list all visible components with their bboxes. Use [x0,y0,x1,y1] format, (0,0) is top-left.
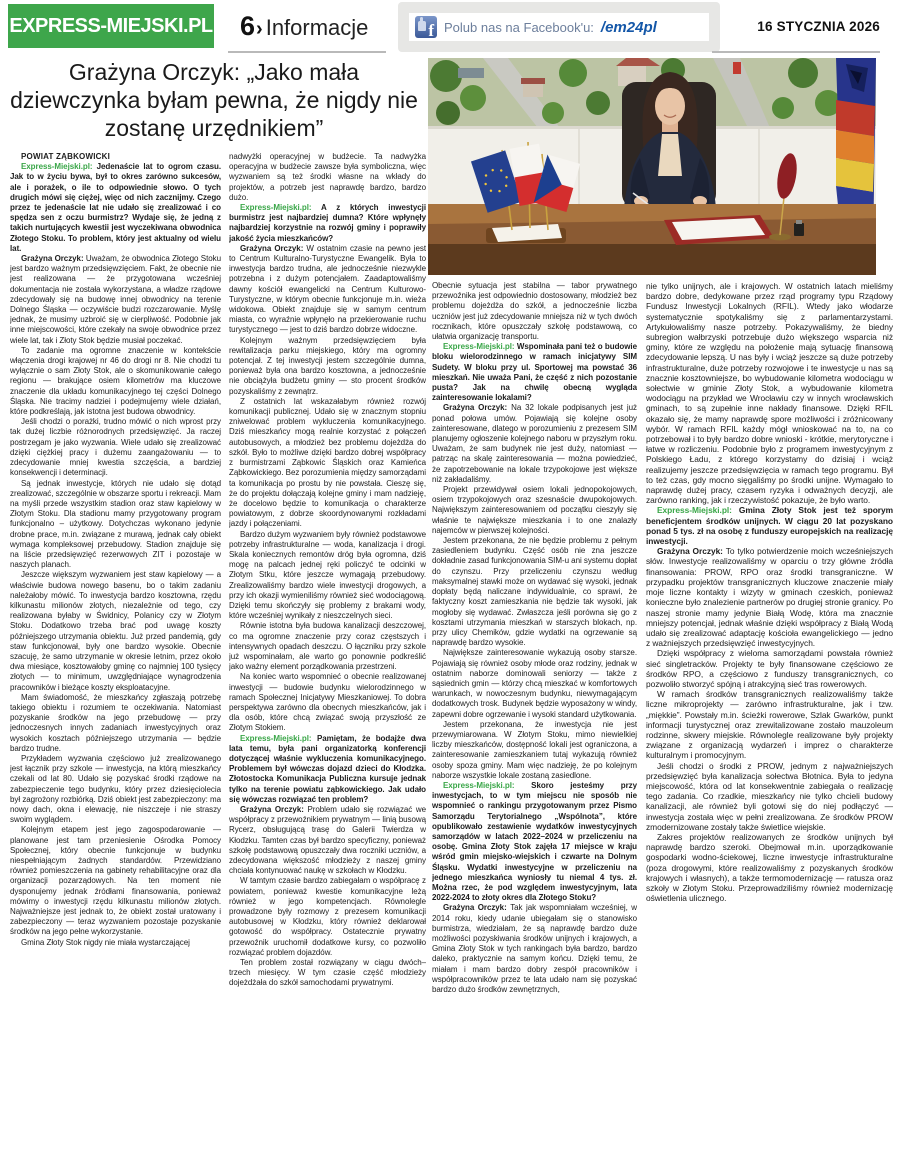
question-paragraph: Express-Miejski.pl: A z których inwestycji burmistrz jest najbardziej dumna? Które wpłynęły najbardziej korzystnie na rozwój gminy i poprawiły jakość życia mieszkańców? [229,203,426,243]
answer-paragraph: Grażyna Orczyk: W ostatnim czasie na pewno jest to Centrum Kulturalno-Turystyczne Ewangelik. Była to inwestycja bardzo trudna, ale jednocześnie niezwykle potrzebna i z dużym potencjałem. Zaadaptowaliśmy dawny kościół ewangelicki na Centrum Kulturowo-Turystyczne, w którym obecnie funkcjonuje m.in. wieża widokowa. Obiekt znajduje się w samym centrum miasta, co wyraźnie wpłynęło na przekierowanie ruchu turystycznego — jest to dziś bardzo dobrze widoczne. [229,243,426,335]
article-paragraph: W ramach środków transgranicznych realizowaliśmy także liczne mikroprojekty — zarówno infrastrukturalne, jak i tzw. „miękkie”. Powstały m.in. ścieżki rowerowe, Szlak Gwarków, punkt informacji turystycznej oraz zrewitalizowane zostało mauzoleum rodzinne, skwery miejskie. Równolegle realizowane były projekty związane z organizacją wydarzeń i imprez o charakterze kulturalnym i promocyjnym. [646,689,893,761]
thumbs-up-icon [418,21,426,31]
question-paragraph: Express-Miejski.pl: Pamiętam, że bodajże dwa lata temu, była pani organizatorką konferencji dotyczącej właśnie wykluczenia komunikacyjnego. Problemem był wówczas dojazd dzieci do Kłodzka. Złotostocka Komunikacja Publiczna kursuje jednak tylko na terenie powiatu ząbkowickiego. Jak udało się wówczas rozwiązać ten problem? [229,733,426,804]
article-paragraph: To zadanie ma ogromne znaczenie w kontekście włączenia drogi krajowej nr 46 do drogi nr 8. Nie chodzi tu wyłącznie o sam Złoty Stok, ale o skomunikowanie całego regionu — brakujące osiem kilometrów ma kluczowe znaczenie dla układu komunikacyjnego tej części Dolnego Śląska. Nie tracimy nadziei i podejmujemy wiele działań, które podkreślają, jak istotna jest budowa obwodnicy. [10,345,221,417]
header-divider [712,51,880,53]
article-paragraph: Projekt przewidywał osiem lokali jednopokojowych, osiem trzypokojowych oraz szesnaście dwupokojowych. Największym zainteresowaniem od początku cieszyły się właśnie te największe mieszkania i to one znalazły najemców w pierwszej kolejności. [432,485,637,535]
article-paragraph: Z ostatnich lat wskazałabym również rozwój komunikacji publicznej. Udało się w znacznym stopniu zniwelować problem wykluczenia komunikacyjnego. Dziś mieszkańcy mogą realnie korzystać z połączeń autobusowych, a młodzież bez problemu dojeżdża do szkół. Było to możliwe dzięki bardzo dobrej współpracy z burmistrzami Ząbkowic Śląskich oraz Kamieńca Ząbkowickiego. Bez porozumienia między samorządami ta komunikacja po prostu by nie powstała. Cieszę się, że do projektu dołączają kolejne gminy i mam nadzieję, że docelowo będzie to komunikacja o charakterze powiatowym, z dobrze skoordynowanymi rozkładami jazdy i połączeniami. [229,396,426,529]
article-paragraph: Jeśli chodzi o środki z PROW, jednym z najważniejszych przedsięwzięć była kanalizacja sołectwa Błotnica. Była to jedyna miejscowość, która od lat konsekwentnie zabiegała o realizację tego zadania. Co rzadkie, mieszkańcy nie tylko chcieli budowy kanalizacji, ale również byli gotowi się do niej podłączyć — inwestycja została więc w pełni zrealizowana. Ze środków PROW zmodernizowane zostały także świetlice wiejskie. [646,760,893,832]
issue-date: 16 STYCZNIA 2026 [757,19,880,34]
article-paragraph: Dzięki współpracy z wieloma samorządami powstała również sieć singletracków. Projekty te były finansowane częściowo ze środków RPO, a częściowo z funduszy transgranicznych, co pozwoliło stworzyć spójną i atrakcyjną sieć tras rowerowych. [646,648,893,689]
interviewee-prefix: Grażyna Orczyk: [443,903,511,913]
article-paragraph: Jestem przekonana, że nie będzie problemu z pełnym zasiedleniem budynku. Część osób nie zna jeszcze dokładnie zasad funkcjonowania SIM-u ani systemu dopłat do czynszu. Przy przeliczeniu czynszu według maksymalnej stawki może on wydawać się wysoki, jednak dopłaty będą naliczane indywidualnie, co sprawi, że faktyczny koszt zamieszkania nie będzie tak wysoki, jak mogłoby się wydawać. Zwłaszcza jeśli porówna się go z kosztami utrzymania mieszkań w starszych blokach, np. przy ulicy Chemików, gdzie wydatki na ogrzewanie są naprawdę bardzo wysokie. [432,536,637,648]
article-paragraph: Obecnie sytuacja jest stabilna — tabor prywatnego przewoźnika jest odpowiednio dostosowany, młodzież bez problemu dojeżdża do szkół, a jednocześnie liczba uczniów jest już zdecydowanie mniejsza niż w tych dwóch rocznikach, które opuszczały szkołę podstawową, co ułatwia organizację transportu. [432,281,637,342]
article-column-3 [432,281,637,1172]
article-paragraph: nie tylko unijnych, ale i krajowych. W ostatnich latach mieliśmy bardzo dobre, dedykowane przez rząd programy typu Rządowy Fundusz Inwestycji Lokalnych (RFIL). Wtedy jako włodarze systematycznie spotykaliśmy się z parlamentarzystami. Artykułowaliśmy nasze potrzeby. Pokazywaliśmy, że biedny subregion wałbrzyski potrzebuje dużo większego wsparcia niż gminy, które ze względu na położenie mają sytuację finansową zdecydowanie lepszą. U nas były i wciąż jeszcze są duże potrzeby infrastrukturalne, duże potrzeby rozwojowe i te inwestycje u nas są znacznie kosztowniejsze, bo wybudowanie kilometra wodociągu w sołectwie w gminie Złoty Stok, a wybudowanie kilometra wodociągu na przykład we Wrocławiu czy w innych wrocławskich gminach, to są zupełnie inne nakłady finansowe. Dzięki RFIL okazało się, że mamy naprawdę spore możliwości i zróżnicowany wybór. W ramach RFIL każdy mógł wnioskować na to, na co potrzebował i to były bardzo dobre wnioski - krótkie, merytoryczne i łatwe w rozliczeniu. Podobnie było z programem inwestycyjnym z Polskiego Ładu, z którego korzystamy do dzisiaj i wciąż realizujemy jeszcze przedsięwzięcia w ramach tego programu. Był to też czas, gdy mocno sięgaliśmy po środki unijne. Wymagało to naprawdę dużej pracy, czasem ryzyka i odważnych decyzji, ale zarówno ranking, jak i rzeczywistość pokazuje, że było warto. [646,281,893,506]
article-column-1 [10,152,221,1170]
article-paragraph: Są jednak inwestycje, których nie udało się dotąd zrealizować, szczególnie w obszarze sportu i rekreacji. Mam na myśli przede wszystkim stadion oraz staw kąpielowy w Złotym Stoku. Dla stadionu mamy przygotowany program funkcjonalno – użytkowy. Dotychczas wykonano jedynie drobne prace, m.in. związane z murawą, jednak cały obiekt wymaga kompleksowej przebudowy. Stadion znajduje się na liście przedsięwzięć rezerwowych ZIT i pozostaje w naszych planach. [10,478,221,570]
interviewee-prefix: Grażyna Orczyk: [240,805,308,814]
interviewer-prefix: Express-Miejski.pl: [443,342,517,352]
article-paragraph: Jestem przekonana, że inwestycja nie jest przewymiarowana. W Złotym Stoku, mimo niewielkiej liczby mieszkańców, dostępność lokali jest ograniczona, a zainteresowanie zamieszkaniem tutaj wykazują również osoby spoza gminy. Mam więc nadzieję, że po kolejnym naborze wszystkie lokale zostaną zasiedlone. [432,719,637,780]
page-section-header [240,11,368,42]
answer-paragraph: Grażyna Orczyk: Uważam, że obwodnica Złotego Stoku jest bardzo ważnym przedsięwzięciem. Fakt, że obecnie nie jest realizowana — że przygotowana wcześniej dokumentacja nie została wykorzystana, a władze rządowe zdecydowały się na budowę innej obwodnicy na terenie Dolnego Śląska — oczywiście budzi rozczarowanie. Myślę jednak, że musimy uzbroić się w cierpliwość. Podobnie jak inne miejscowości, które czekały na swoje obwodnice przez wiele lat, tak i Złoty Stok będzie musiał poczekać. [10,254,221,345]
article-paragraph: W tamtym czasie bardzo zabiegałam o współpracę z powiatem, ponieważ kwestie komunikacyjne leżą również w jego kompetencjach. Równolegle prowadzone były rozmowy z prezesem komunikacji autobusowej w Kłodzku, który również deklarował gotowość do współpracy. Ostatecznie prywatny przewoźnik uruchomił dodatkowe kursy, co pozwoliło rozwiązać problem dojazdów. [229,876,426,957]
article-paragraph: Ten problem został rozwiązany w ciągu dwóch–trzech miesięcy. W tym czasie część młodzieży dojeżdżała do szkół samochodami prywatnymi. [229,958,426,988]
page-number: 6 [240,11,256,41]
facebook-label: Polub nas na Facebook'u: [444,19,594,35]
interviewer-prefix: Express-Miejski.pl: [240,203,322,213]
ink-bottle [794,223,804,236]
article-paragraph: Równie istotna była budowa kanalizacji deszczowej, co ma ogromne znaczenie przy coraz częstszych i intensywnych opadach deszczu. O łączniku przy szkole już wspominałam, ale warto go ponownie podkreślić jako ważny element porządkowania przestrzeni. [229,621,426,672]
question-paragraph: Express-Miejski.pl: Wspominała pani też o budowie bloku wielorodzinnego w ramach inicjatywy SIM Sudety. W bloku przy ul. Sportowej ma powstać 36 mieszkań. Nie uważa Pani, że część z nich pozostanie pusta? Jak na chwilę obecną wygląda zainteresowanie lokalami? [432,342,637,403]
answer-paragraph: Grażyna Orczyk: Na 32 lokale podpisanych jest już ponad połowa umów. Pojawiają się kolejne osoby zainteresowane, dlatego w porozumieniu z prezesem SIM planujemy ogłoszenie kolejnego naboru w przyszłym roku. Uważam, że sam budynek nie jest duży, natomiast — patrząc na skalę zainteresowania — można powiedzieć, że zapotrzebowanie na lokale trzypokojowe jest większe niż zakładaliśmy. [432,403,637,484]
interviewee-prefix: Grażyna Orczyk: [240,243,307,253]
facebook-inner-box [409,13,709,41]
section-label: Informacje [265,15,369,40]
article-paragraph: Na koniec warto wspomnieć o obecnie realizowanej inwestycji — budowie budynku wielorodzinnego w ramach Społecznej Inicjatywy Mieszkaniowej. To dobra perspektywa zarówno dla obecnych mieszkańców, jak i dla osób, które chcą związać swoją przyszłość ze Złotym Stokiem. [229,672,426,733]
interviewer-prefix: Express-Miejski.pl: [657,505,739,516]
article-paragraph: nadwyżki operacyjnej w budżecie. Ta nadwyżka operacyjna w budżecie zawsze była symboliczna, więc wyzwaniem są też środki własne na wkłady do projektów, a potrzeb jest naprawdę bardzo, bardzo dużo. [229,152,426,202]
question-paragraph: Express-Miejski.pl: Gmina Złoty Stok jest też sporym beneficjentem środków unijnych. W ciągu 20 lat pozyskano ponad 5 tys. zł na osobę z funduszy europejskich na realizację inwestycji. [646,505,893,547]
article-paragraph: Gmina Złoty Stok nigdy nie miała wystarczającej [21,937,190,947]
article-paragraph: Największe zainteresowanie wykazują osoby starsze. Pojawiają się również osoby młode oraz rodziny, jednak w ostatnim naborze dominowali seniorzy — także z sąsiednich gmin — którzy chcą mieszkać w komfortowych warunkach, w nowoczesnym budynku, niewymagającym dodatkowych trosk. Budynek będzie wyposażony w windy, zapewni dobre ogrzewanie i wysoki standard użytkowania. [432,648,637,719]
article-column-4 [646,281,893,1172]
article-paragraph: Zakres projektów realizowanych ze środków unijnych był naprawdę bardzo szeroki. Obejmował m.in. uporządkowanie gospodarki wodno-ściekowej, liczne inwestycje infrastrukturalne (poza drogowymi, które realizowaliśmy z pozyskanych środków krajowych i własnych), a także termomodernizację — ratusza oraz szkoły w Złotym Stoku. Przeprowadziliśmy również modernizację oświetlenia ulicznego. [646,831,893,904]
interviewee-prefix: Grażyna Orczyk: [657,546,726,557]
facebook-handle-link[interactable]: /em24pl [600,18,657,36]
article-paragraph: Kolejnym etapem jest jego zagospodarowanie — planowane jest tam przeniesienie Ośrodka Pomocy Społecznej, który obecnie funkcjonuje w budynku niespełniającym żadnych standardów. Przewidziano również pomieszczenia na gabinety rehabilitacyjne oraz dla organizacji pozarządowych. Na ten moment nie dysponujemy jednak źródłami finansowania, ponieważ mówimy o inwestycji rzędu kilkunastu milionów złotych. Najważniejsze jest jednak to, że obiekt został uratowany i zabezpieczony — teraz wyzwaniem pozostaje pozyskanie środków na jego pełne wykorzystanie. [10,825,221,937]
question-paragraph: Express-Miejski.pl: Jedenaście lat to ogrom czasu. Jak to w życiu bywa, był to okres zarówno sukcesów, ale i porażek, o ile to odpowiednie słowo. O tych drugich mówi się ciężej, więc od nich zacznijmy. Czego przez te jedenaście lat nie udało się zrealizować i co spędza sen z oczu burmistrz? Wydaje się, że jedną z takich nurtujących kwestii jest wyczekiwana obwodnica Złotego Stoku. To problem, który jest aktualny od wielu lat. [10,162,221,253]
interviewee-prefix: Grażyna Orczyk: [443,403,512,413]
interviewee-prefix: Grażyna Orczyk: [21,254,86,264]
article-paragraph: Jeszcze większym wyzwaniem jest staw kąpielowy — a właściwie budowa nowego basenu, bo o takim zadaniu należałoby mówić. To inwestycja bardzo kosztowna, rzędu kilkunastu milionów złotych, niezależnie od tego, czy realizowana byłaby w Świdnicy, Polanicy czy w Złotym Stoku. Dodatkowo trzeba brać pod uwagę koszty późniejszego utrzymania obiektu. Już przed pandemią, gdy staw funkcjonował, były one bardzo wysokie. Obecnie szacuję, że samo utrzymanie w okresie letnim, przez około dwa miesiące, kosztowałoby gminę co najmniej 100 tysięcy złotych — to minimum, uwzględniające wynagrodzenia pracowników i bieżące koszty eksploatacyjne. [10,570,221,692]
article-photo [428,58,893,275]
article-paragraph: Kolejnym ważnym przedsięwzięciem była rewitalizacja parku miejskiego, który ma ogromny potencjał. Z tej inwestycji jestem szczególnie dumna, ponieważ była ona bardzo kosztowna, a jednocześnie nie obciążyła budżetu gminy — sto procent środków pozyskaliśmy z zewnątrz. [229,335,426,396]
article-paragraph: Bardzo dużym wyzwaniem były również podstawowe potrzeby infrastrukturalne — woda, kanalizacja i drogi. Skala koniecznych remontów dróg była ogromna, dziś mogę na palcach jednej ręki policzyć te odcinki w Złotym Stku, które jeszcze wymagają przebudowy. Zrealizowaliśmy bardzo wiele inwestycji drogowych, a przy ich okazji wymieniliśmy również sieć wodociągową. Dzięki temu skończyły się problemy z brakami wody, które wcześniej wynikały z nieszczelnych sieci. [229,529,426,621]
mayor-photo-illustration [428,58,893,275]
facebook-widget[interactable] [398,2,720,52]
article-paragraph: Mam świadomość, że mieszkańcy zgłaszają potrzebę takiego obiektu i rozumiem te oczekiwania. Natomiast pozyskanie środków na jego przebudowę — przy jednoczesnych innych zadaniach inwestycyjnych oraz wysokich kosztach późniejszego utrzymania — będzie bardzo trudne. [10,692,221,753]
answer-paragraph: Grażyna Orczyk: To tylko potwierdzenie moich wcześniejszych słów. Inwestycje realizowaliśmy w oparciu o trzy główne źródła finansowania: PROW, RPO oraz środki transgraniczne. W przypadku projektów transgranicznych kluczowe znaczenie miały moje liczne kontakty i wizyty w gminach czeskich, ponieważ konieczne było znalezienie partnerów po drugiej stronie granicy. Po naszej stronie mamy jedynie Białą Wodę, która ma znacznie mniejszy potencjał, jednak właśnie dzięki współpracy z Białą Wodą udało się zrealizować adaptację kościoła ewangelickiego — jedno z ważniejszych przedsięwzięć inwestycyjnych. [646,546,893,649]
newspaper-logo: EXPRESS-MIEJSKI.PL [8,4,214,48]
facebook-like-icon: f [415,16,437,38]
question-paragraph: Express-Miejski.pl: Skoro jesteśmy przy inwestycjach, to w tym miejscu nie sposób nie wspomnieć o rankingu przygotowanym przez Pismo Samorządu Terytorialnego „Wspólnota”, które opublikowało zestawienie wydatków inwestycyjnych samorządów w latach 2022–2024 w przeliczeniu na osobę. Gmina Złoty Stok zajęła 17 miejsce w kraju wśród gmin miejsko-wiejskich i czwarte na Dolnym Śląsku. Wydatki inwestycyjne w przeliczeniu na jednego mieszkańca wyniosły tu niemal 4 tys. zł. Można rzec, że pod względem inwestycyjnym, lata 2022-2024 to złoty okres dla Złotego Stoku? [432,780,637,903]
chevron-right-icon: › [256,18,263,40]
answer-paragraph: Grażyna Orczyk: Problem udało się rozwiązać we współpracy z przewoźnikiem prywatnym — linią busową Rycerz, obsługującą trasę do Galerii Twierdza w Kłodzku. Tamten czas był bardzo specyficzny, ponieważ szkołę podstawową opuszczały dwa roczniki uczniów, a zdecydowana większość młodzieży z naszej gminy chciała kontynuować naukę w szkołach w Kłodzku. [229,805,426,876]
answer-paragraph: Grażyna Orczyk: Tak jak wspomniałam wcześniej, w 2014 roku, kiedy udanie ubiegałam się o stanowisko burmistrza, wiedziałam, że są naprawdę bardzo duże możliwości pozyskiwania środków unijnych i krajowych, a Gmina Złoty Stok w tych rankingach była bardzo, bardzo daleko, praktycznie na samym końcu. Dzięki temu, że miałam i mam bardzo dobry zespół pracowników i współpracowników przez te lata udało nam się pozyskać bardzo dużo środków zewnętrznych, [432,903,637,995]
article-paragraph: Jeśli chodzi o porażki, trudno mówić o nich wprost przy tak dużej liczbie różnorodnych przedsięwzięć. Ja raczej postrzegam je jako wyzwania. Wiele udało się zrealizować dzięki ciężkiej pracy i dużemu zaangażowaniu — to zdecydowanie mniej kwestia szczęścia, a bardziej konsekwencji i determinacji. [10,417,221,478]
article-paragraph: Przykładem wyzwania częściowo już zrealizowanego jest łącznik przy szkole — inwestycja, na którą mieszkańcy czekali od lat 80. Udało się pozyskać środki rządowe na zabezpieczenie tego budynku, który przez dziesięciolecia był zagrożony rozbiórką. Dziś obiekt jest zabezpieczony: ma nowy dach, okna i elewację, nie niszczeje i nie straszy swoim wyglądem. [10,753,221,825]
article-headline: Grażyna Orczyk: „Jako mała dziewczynka byłam pewna, że nigdy nie zostanę urzędnikiem” [10,59,418,142]
interviewer-prefix: Express-Miejski.pl: [21,162,97,172]
interviewer-prefix: Express-Miejski.pl: [443,780,532,790]
header-divider [228,51,386,53]
article-column-2 [229,152,426,1170]
kicker-label: POWIAT ZĄBKOWICKI [21,152,111,161]
interviewer-prefix: Express-Miejski.pl: [240,733,317,743]
